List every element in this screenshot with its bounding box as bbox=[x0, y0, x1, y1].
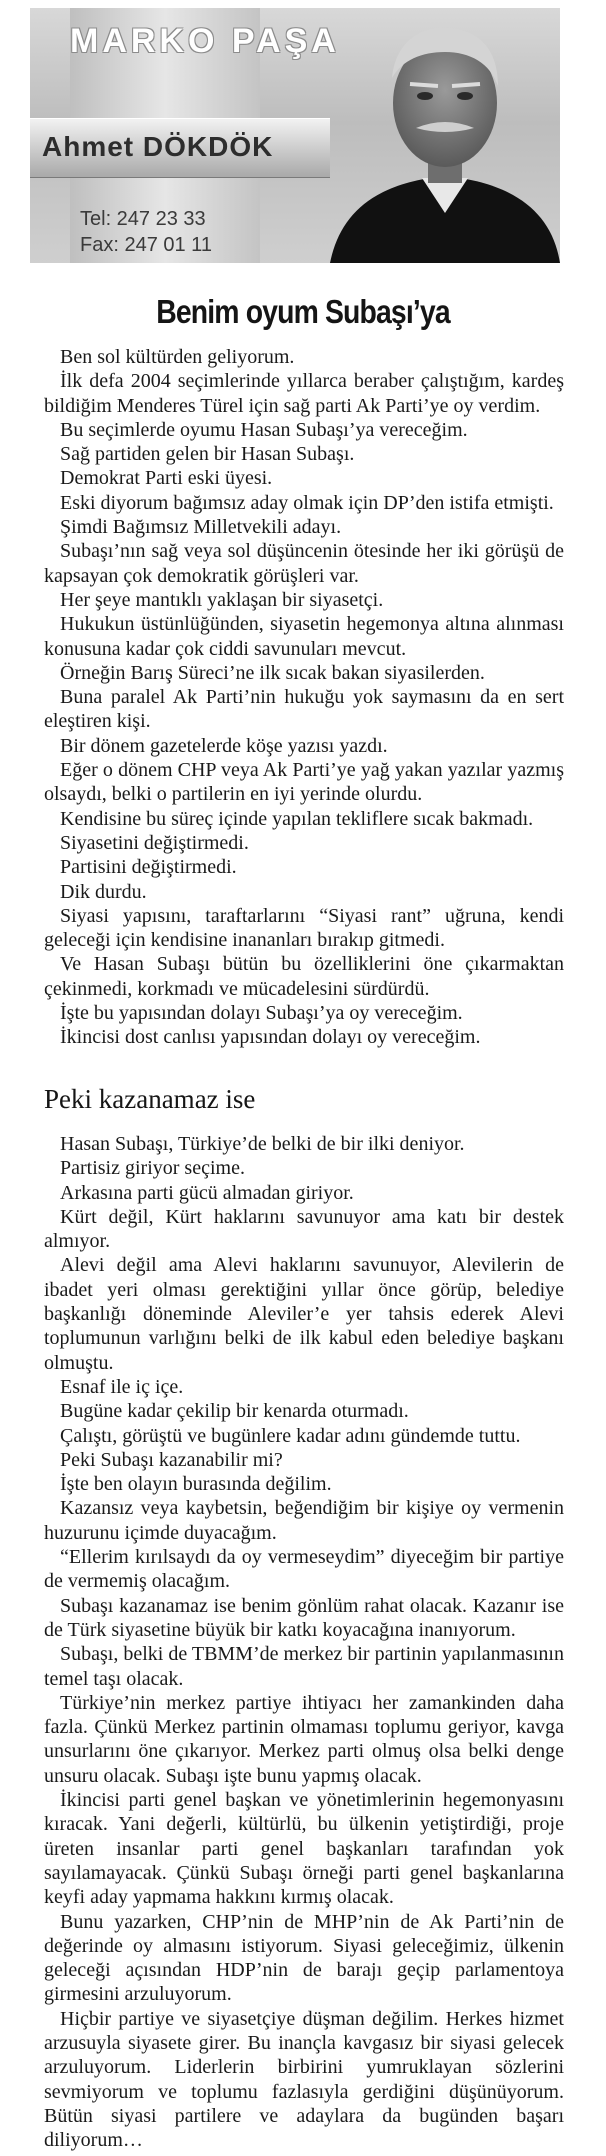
author-name-plate bbox=[30, 118, 330, 178]
paragraph: Subaşı, belki de TBMM’de merkez bir partinin yapılanmasının temel taşı olacak. bbox=[44, 1643, 564, 1690]
paragraph: Bir dönem gazetelerde köşe yazısı yazdı. bbox=[60, 734, 388, 757]
paragraph: Bugüne kadar çekilip bir kenarda oturmadı. bbox=[60, 1400, 409, 1423]
paragraph: Siyasetini değiştirmedi. bbox=[60, 831, 249, 854]
column-name: MARKO PAŞA bbox=[70, 22, 340, 60]
paragraph: Buna paralel Ak Parti’nin hukuğu yok saymasını da en sert eleştiren kişi. bbox=[44, 686, 564, 733]
paragraph: Demokrat Parti eski üyesi. bbox=[60, 467, 273, 490]
paragraph: Kazansız veya kaybetsin, beğendiğim bir kişiye oy vermenin huzurunu içimde duyacağım. bbox=[44, 1497, 564, 1544]
paragraph: Eğer o dönem CHP veya Ak Parti’ye yağ yakan yazılar yazmış olsaydı, belki o partilerin en iyi yerinde olurdu. bbox=[44, 759, 564, 806]
paragraph: Örneğin Barış Süreci’ne ilk sıcak bakan siyasilerden. bbox=[60, 661, 485, 684]
paragraph: İlk defa 2004 seçimlerinde yıllarca beraber çalıştığım, kardeş bildiğim Menderes Türel için sağ parti Ak Parti’ye oy verdim. bbox=[44, 370, 564, 417]
article-body-section-2 bbox=[44, 1132, 564, 2152]
author-name: Ahmet DÖKDÖK bbox=[42, 131, 274, 162]
paragraph: Dik durdu. bbox=[60, 880, 147, 903]
paragraph: Bunu yazarken, CHP’nin de MHP’nin de Ak Parti’nin de değerinde oy almasını istiyorum. Siyasi geleceğimiz, ülkenin geleceği açısından HDP’nin de barajı geçip parlamentoya girmesini arzuluyorum. bbox=[44, 1910, 564, 2006]
paragraph: “Ellerim kırılsaydı da oy vermeseydim” diyeceğim bir partiye de vermemiş olacağım. bbox=[44, 1546, 564, 1593]
section-subheading: Peki kazanamaz ise bbox=[44, 1084, 256, 1114]
paragraph: Ben sol kültürden geliyorum. bbox=[60, 346, 295, 368]
paragraph: İkincisi dost canlısı yapısından dolayı oy vereceğim. bbox=[60, 1026, 481, 1049]
paragraph: Bu seçimlerde oyumu Hasan Subaşı’ya vereceğim. bbox=[60, 418, 468, 441]
paragraph: Her şeye mantıklı yaklaşan bir siyasetçi. bbox=[60, 588, 384, 611]
paragraph: Partisini değiştirmedi. bbox=[60, 856, 237, 879]
paragraph: Esnaf ile iç içe. bbox=[60, 1375, 184, 1398]
paragraph: İşte ben olayın burasında değilim. bbox=[60, 1473, 332, 1496]
author-portrait bbox=[330, 8, 560, 263]
paragraph: Siyasi yapısını, taraftarlarını “Siyasi rant” uğruna, kendi geleceği için kendisine inananları bırakıp gitmedi. bbox=[44, 904, 564, 952]
column-header bbox=[30, 8, 560, 263]
paragraph: Eski diyorum bağımsız aday olmak için DP’den istifa etmişti. bbox=[60, 491, 554, 514]
paragraph: Şimdi Bağımsız Milletvekili adayı. bbox=[60, 516, 342, 539]
paragraph: Kürt değil, Kürt haklarını savunuyor ama katı bir destek almıyor. bbox=[44, 1205, 564, 1253]
article-title: Benim oyum Subaşı’ya bbox=[156, 293, 450, 330]
paragraph: Ve Hasan Subaşı bütün bu özelliklerini öne çıkarmaktan çekinmedi, korkmadı ve mücadelesini sürdürdü. bbox=[44, 953, 564, 1000]
paragraph: Subaşı’nın sağ veya sol düşüncenin ötesinde her iki görüşü de kapsayan çok demokratik görüşleri var. bbox=[44, 540, 564, 587]
paragraph: Kendisine bu süreç içinde yapılan tekliflere sıcak bakmadı. bbox=[60, 807, 534, 830]
paragraph: Peki Subaşı kazanabilir mi? bbox=[60, 1448, 283, 1471]
paragraph: Partisiz giriyor seçime. bbox=[60, 1157, 245, 1180]
paragraph: Subaşı kazanamaz ise benim gönlüm rahat olacak. Kazanır ise de Türk siyasetine büyük bir katkı koyacağına inanıyorum. bbox=[44, 1594, 564, 1641]
paragraph: Hukukun üstünlüğünden, siyasetin hegemonya altına alınması konusuna kadar çok ciddi savunuları mevcut. bbox=[44, 613, 564, 660]
paragraph: Çalıştı, görüştü ve bugünlere kadar adını gündemde tuttu. bbox=[60, 1424, 521, 1447]
author-fax: Fax: 247 01 11 bbox=[80, 234, 212, 256]
paragraph: Hiçbir partiye ve siyasetçiye düşman değilim. Herkes hizmet arzusuyla siyasete girer. Bu inançla kavgasız bir siyasi gelecek arzuluyorum. Liderlerin birbirini yumruklayan sözlerini sevmiyorum ve toplumu fazlasıyla gerdiğini düşünüyorum. Bütün siyasi partilere ve adaylara da bugünden başarı diliyorum… bbox=[44, 2007, 564, 2152]
paragraph: Alevi değil ama Alevi haklarını savunuyor, Alevilerin de ibadet yeri olması gerektiğini yıllar önce görüp, belediye başkanlığı döneminde Aleviler’e yer tahsis ederek Alevi toplumunun varlığını belki de ilk kabul eden belediye başkanı olmuştu. bbox=[44, 1254, 564, 1374]
author-phone: Tel: 247 23 33 bbox=[80, 208, 206, 230]
paragraph: İşte bu yapısından dolayı Subaşı’ya oy vereceğim. bbox=[60, 1002, 463, 1025]
article-body-section-1 bbox=[44, 345, 564, 1050]
paragraph: Sağ partiden gelen bir Hasan Subaşı. bbox=[60, 443, 355, 466]
paragraph: Arkasına parti gücü almadan giriyor. bbox=[60, 1181, 354, 1204]
paragraph: Hasan Subaşı, Türkiye’de belki de bir ilki deniyor. bbox=[60, 1133, 465, 1155]
paragraph: İkincisi parti genel başkan ve yönetimlerinin hegemonyasını kıracak. Yani değerli, kültürlü, bu ülkenin yetiştirdiği, proje üreten insanlar parti genel başkanları tarafından yok sayılamayacak. Çünkü Subaşı örneği parti genel başkanlarına keyfi aday yapmama hakkını kırmış olacak. bbox=[44, 1789, 564, 1909]
paragraph: Türkiye’nin merkez partiye ihtiyacı her zamankinden daha fazla. Çünkü Merkez partinin olmaması toplumu geriyor, kavga unsurlarını öne çıkarıyor. Merkez parti olmuş olsa belki denge unsuru olacak. Subaşı işte bunu yapmış olacak. bbox=[44, 1691, 564, 1787]
